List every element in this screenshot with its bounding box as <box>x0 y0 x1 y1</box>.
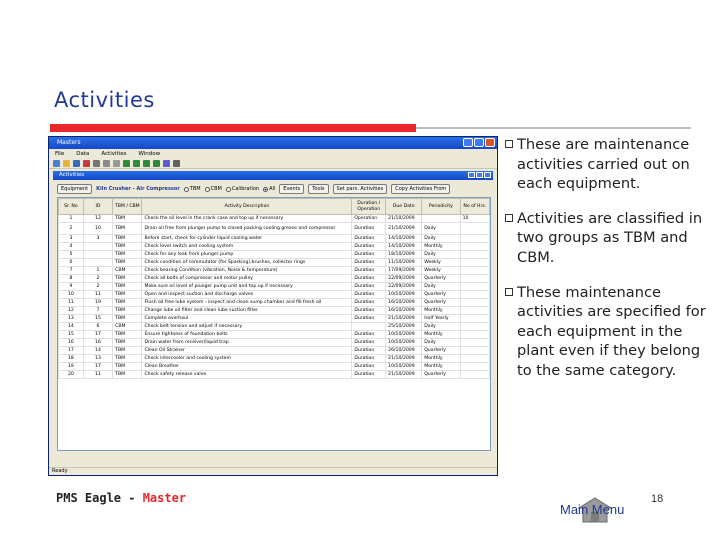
table-cell: 21/10/2009 <box>386 223 422 235</box>
table-cell: 19 <box>83 299 112 307</box>
bullet-item <box>505 209 715 268</box>
minimize-icon[interactable] <box>463 138 473 147</box>
table-cell: 4 <box>59 243 84 251</box>
radio-indicator <box>263 187 268 192</box>
delete-icon[interactable] <box>83 160 90 167</box>
table-cell: 6 <box>83 323 112 331</box>
table-cell: 8 <box>59 275 84 283</box>
paste-icon[interactable] <box>113 160 120 167</box>
table-cell: 11 <box>83 291 112 299</box>
table-cell: 21/10/2009 <box>386 215 422 223</box>
table-row[interactable] <box>59 215 490 223</box>
page-number: 18 <box>651 493 664 505</box>
table-cell: 10 <box>83 223 112 235</box>
table-cell: 1 <box>59 215 84 223</box>
table-cell: 14/10/2009 <box>386 235 422 243</box>
radio-all[interactable] <box>263 186 275 192</box>
radio-indicator <box>205 187 210 192</box>
table-cell <box>83 243 112 251</box>
table-cell: 10/10/2009 <box>386 331 422 339</box>
table-cell: Drain water from receiver/liquid trap <box>142 339 352 347</box>
col-header[interactable]: Activity Description <box>142 199 352 215</box>
slide-title: Activities <box>54 88 155 112</box>
table-cell <box>460 283 489 291</box>
table-cell: 5 <box>59 251 84 259</box>
table-cell: Duration <box>352 243 386 251</box>
table-cell: Open and inspect suction and discharge valves <box>142 291 352 299</box>
table-cell: 17/09/2009 <box>386 267 422 275</box>
table-cell: Ensure tightness of foundation bolts <box>142 331 352 339</box>
table-cell <box>460 243 489 251</box>
table-row[interactable] <box>59 331 490 339</box>
table-cell: Check for any leak from plunger pump <box>142 251 352 259</box>
table-cell: TBM <box>113 339 142 347</box>
bullet-text: These are maintenance activities carried out on each equipment. <box>517 136 690 193</box>
child-window-title: Activities <box>59 172 85 178</box>
table-cell: Duration <box>352 315 386 323</box>
table-cell: TBM <box>113 371 142 379</box>
col-header[interactable]: No of Hrs. <box>460 199 489 215</box>
equipment-button[interactable]: Equipment <box>57 184 92 194</box>
table-cell: 14 <box>59 323 84 331</box>
table-cell: Change lube oil filter and clean lube suction filter <box>142 307 352 315</box>
table-cell: TBM <box>113 275 142 283</box>
table-cell: TBM <box>113 315 142 323</box>
bullet-square-icon <box>505 140 513 148</box>
table-cell: Check safety release valve <box>142 371 352 379</box>
table-row[interactable] <box>59 223 490 235</box>
cut-icon[interactable] <box>93 160 100 167</box>
radio-label: CBM <box>210 186 222 192</box>
menu-window[interactable]: Window <box>138 151 161 157</box>
table-cell: 16 <box>83 339 112 347</box>
table-cell: Duration <box>352 371 386 379</box>
table-cell: 17 <box>59 347 84 355</box>
table-cell: 11 <box>59 299 84 307</box>
table-cell: 14/10/2009 <box>386 243 422 251</box>
table-cell <box>422 215 460 223</box>
table-cell <box>460 347 489 355</box>
events-button[interactable]: Events <box>279 184 304 194</box>
table-cell: 13 <box>59 315 84 323</box>
table-cell: Duration <box>352 355 386 363</box>
table-cell <box>460 251 489 259</box>
table-cell: Daily <box>422 235 460 243</box>
table-cell: 13 <box>83 355 112 363</box>
open-icon[interactable] <box>63 160 70 167</box>
bullet-text: These maintenance activities are specified for each equipment in the plant even if they belong to the same category. <box>517 283 706 379</box>
table-cell: Quarterly <box>422 299 460 307</box>
window-controls <box>463 138 495 147</box>
table-cell: 20 <box>59 371 84 379</box>
table-cell: Monthly <box>422 331 460 339</box>
table-cell <box>460 235 489 243</box>
table-cell: 19 <box>59 363 84 371</box>
table-cell: 25/10/2009 <box>386 323 422 331</box>
table-cell <box>460 223 489 235</box>
table-cell: TBM <box>113 291 142 299</box>
table-cell: TBM <box>113 363 142 371</box>
table-cell: Duration <box>352 235 386 243</box>
table-row[interactable] <box>59 363 490 371</box>
table-row[interactable] <box>59 307 490 315</box>
table-cell: TBM <box>113 299 142 307</box>
table-cell: TBM <box>113 259 142 267</box>
table-cell: 17 <box>83 363 112 371</box>
table-cell: 3 <box>59 235 84 243</box>
table-cell: 6 <box>59 259 84 267</box>
table-row[interactable] <box>59 299 490 307</box>
table-cell: Daily <box>422 223 460 235</box>
bullet-item <box>505 283 715 381</box>
col-header[interactable]: Duration / Operation <box>352 199 386 215</box>
main-menu-label: Main Menu <box>560 502 625 517</box>
table-cell: 12 <box>83 215 112 223</box>
table-cell: Weekly <box>422 267 460 275</box>
footer-brand <box>56 491 186 505</box>
table-row[interactable] <box>59 315 490 323</box>
table-cell: 10/10/2009 <box>386 339 422 347</box>
table-cell: 11 <box>83 371 112 379</box>
table-cell: TBM <box>113 235 142 243</box>
radio-tbm[interactable] <box>184 186 201 192</box>
table-row[interactable] <box>59 267 490 275</box>
activities-grid[interactable] <box>57 197 491 451</box>
bullet-text: Activities are classified in two groups as TBM and CBM. <box>517 209 703 266</box>
table-cell: Monthly <box>422 363 460 371</box>
table-cell: TBM <box>113 283 142 291</box>
table-cell <box>460 259 489 267</box>
radio-cbm[interactable] <box>205 186 222 192</box>
table-cell: 26/10/2009 <box>386 347 422 355</box>
table-cell <box>460 275 489 283</box>
table-cell: 16/10/2009 <box>386 299 422 307</box>
table-row[interactable] <box>59 371 490 379</box>
table-cell: 15 <box>59 331 84 339</box>
table-cell: Check level switch and cooling system <box>142 243 352 251</box>
table-cell: TBM <box>113 307 142 315</box>
table-cell: Check the oil level in the crank case and top up if necessary <box>142 215 352 223</box>
exit-icon[interactable] <box>173 160 180 167</box>
table-cell: 22/09/2009 <box>386 283 422 291</box>
table-cell: Check bearing Condition (vibration, Noise & temperature) <box>142 267 352 275</box>
status-bar: Ready <box>49 467 497 475</box>
table-cell: 12 <box>59 307 84 315</box>
table-cell: Daily <box>422 251 460 259</box>
table-cell: 21/10/2009 <box>386 371 422 379</box>
table-cell: 10 <box>460 215 489 223</box>
radio-label: TBM <box>189 186 201 192</box>
table-cell: 11/10/2009 <box>386 259 422 267</box>
title-accent-bar <box>50 124 416 132</box>
table-cell: Duration <box>352 347 386 355</box>
col-header[interactable]: Due Date <box>386 199 422 215</box>
table-cell: TBM <box>113 215 142 223</box>
table-cell: Monthly <box>422 243 460 251</box>
table-cell: 17 <box>83 331 112 339</box>
table-cell: 2 <box>59 223 84 235</box>
window-titlebar[interactable] <box>49 137 497 149</box>
table-cell: Make sure oil level of plunger pump unit and top up if necessary <box>142 283 352 291</box>
help-icon[interactable] <box>163 160 170 167</box>
menu-bar <box>49 149 497 159</box>
menu-activities[interactable]: Activities <box>101 151 127 157</box>
table-cell <box>83 251 112 259</box>
menu-file[interactable]: File <box>55 151 65 157</box>
table-cell: Clean Oil Strainer <box>142 347 352 355</box>
table-cell: 1 <box>83 267 112 275</box>
table-cell: Duration <box>352 299 386 307</box>
table-cell: Daily <box>422 323 460 331</box>
table-cell: Duration <box>352 331 386 339</box>
table-cell: Duration <box>352 363 386 371</box>
bullet-square-icon <box>505 214 513 222</box>
copy-icon[interactable] <box>103 160 110 167</box>
child-close-icon[interactable] <box>484 172 491 178</box>
table-cell: Quarterly <box>422 291 460 299</box>
filter-row <box>49 180 497 197</box>
radio-label: Calibration <box>231 186 260 192</box>
table-cell <box>460 267 489 275</box>
table-cell: TBM <box>113 331 142 339</box>
table-cell <box>460 371 489 379</box>
table-row[interactable] <box>59 259 490 267</box>
table-cell: CBM <box>113 267 142 275</box>
last-icon[interactable] <box>153 160 160 167</box>
table-cell: TBM <box>113 347 142 355</box>
table-cell <box>460 331 489 339</box>
child-window-controls <box>468 172 491 178</box>
set-activities-button[interactable]: Set pars. Activities <box>333 184 388 194</box>
first-icon[interactable] <box>123 160 130 167</box>
table-cell: Duration <box>352 223 386 235</box>
table-cell <box>460 307 489 315</box>
table-cell: Duration <box>352 251 386 259</box>
table-cell: Quarterly <box>422 347 460 355</box>
table-row[interactable] <box>59 235 490 243</box>
table-cell: 21/10/2009 <box>386 355 422 363</box>
col-header[interactable]: TBM / CBM <box>113 199 142 215</box>
table-row[interactable] <box>59 323 490 331</box>
table-cell: TBM <box>113 223 142 235</box>
table-row[interactable] <box>59 291 490 299</box>
table-cell: Quarterly <box>422 275 460 283</box>
table-cell: Duration <box>352 291 386 299</box>
table-cell <box>460 363 489 371</box>
table-cell: Monthly <box>422 355 460 363</box>
table-cell: 16 <box>59 339 84 347</box>
table-row[interactable] <box>59 339 490 347</box>
grid-body <box>59 215 490 379</box>
table-cell: 18 <box>59 355 84 363</box>
table-cell: Drain oil free from plunger pump to closed packing cooling grease and compressor <box>142 223 352 235</box>
new-icon[interactable] <box>53 160 60 167</box>
maximize-icon[interactable] <box>474 138 484 147</box>
col-header[interactable]: ID <box>83 199 112 215</box>
table-cell: 10/10/2009 <box>386 291 422 299</box>
table-cell: 2 <box>83 283 112 291</box>
footer-brand-accent: Master <box>142 491 187 505</box>
toolbar <box>49 159 497 169</box>
col-header[interactable]: Periodicity <box>422 199 460 215</box>
app-window <box>48 136 498 476</box>
table-cell: Monthly <box>422 307 460 315</box>
radio-indicator <box>184 187 189 192</box>
table-cell: CBM <box>113 323 142 331</box>
grid-header-row <box>59 199 490 215</box>
table-cell: 16/10/2009 <box>386 307 422 315</box>
table-cell: 9 <box>59 283 84 291</box>
table-cell: 15 <box>83 315 112 323</box>
table-row[interactable] <box>59 243 490 251</box>
table-row[interactable] <box>59 355 490 363</box>
table-cell <box>83 259 112 267</box>
table-row[interactable] <box>59 275 490 283</box>
table-cell: Before start, check for cylinder liquid cooling water <box>142 235 352 243</box>
table-cell: Half Yearly <box>422 315 460 323</box>
prev-icon[interactable] <box>133 160 140 167</box>
table-cell: 2 <box>83 275 112 283</box>
table-cell: TBM <box>113 243 142 251</box>
table-cell <box>460 355 489 363</box>
table-row[interactable] <box>59 347 490 355</box>
table-cell: 21/10/2009 <box>386 315 422 323</box>
bullet-square-icon <box>505 288 513 296</box>
table-cell: Check all bolts of compressor and motor pulley <box>142 275 352 283</box>
footer-brand-name: PMS Eagle - <box>56 491 143 505</box>
table-cell: 18/10/2009 <box>386 251 422 259</box>
radio-label: All <box>269 186 276 192</box>
table-cell <box>460 291 489 299</box>
table-cell: Daily <box>422 339 460 347</box>
bullet-item <box>505 135 715 194</box>
table-cell: Duration <box>352 307 386 315</box>
copy-activities-button[interactable]: Copy Activities From <box>391 184 450 194</box>
window-title: Masters <box>57 139 81 146</box>
table-cell: Quarterly <box>422 371 460 379</box>
table-cell: 7 <box>83 307 112 315</box>
bullet-list <box>505 135 715 396</box>
tools-button[interactable]: Tools <box>308 184 328 194</box>
table-cell <box>460 315 489 323</box>
table-cell: Duration <box>352 267 386 275</box>
radio-calibration[interactable] <box>226 186 259 192</box>
table-cell: 3 <box>83 235 112 243</box>
child-minimize-icon[interactable] <box>468 172 475 178</box>
table-cell <box>460 339 489 347</box>
table-row[interactable] <box>59 283 490 291</box>
table-cell: TBM <box>113 251 142 259</box>
table-cell: 7 <box>59 267 84 275</box>
save-icon[interactable] <box>73 160 80 167</box>
table-cell: 10 <box>59 291 84 299</box>
table-cell: TBM <box>113 355 142 363</box>
table-row[interactable] <box>59 251 490 259</box>
table-cell: Duration <box>352 275 386 283</box>
table-cell <box>352 323 386 331</box>
col-header[interactable]: Sr. No <box>59 199 84 215</box>
table-cell: Duration <box>352 259 386 267</box>
table-cell: Duration <box>352 339 386 347</box>
table-cell: 10/10/2009 <box>386 363 422 371</box>
table-cell: Check belt tension and adjust if necessary <box>142 323 352 331</box>
table-cell: Weekly <box>422 259 460 267</box>
close-icon[interactable] <box>485 138 495 147</box>
table-cell: Duration <box>352 283 386 291</box>
menu-data[interactable]: Data <box>76 151 90 157</box>
table-cell: Complete overhaul <box>142 315 352 323</box>
table-cell: Check condition of commutator (for Sparking),brushes, collector rings <box>142 259 352 267</box>
table-cell: 22/09/2009 <box>386 275 422 283</box>
table-cell: 14 <box>83 347 112 355</box>
table-cell <box>460 299 489 307</box>
selected-equipment-label: Kiln Crusher - Air Compressor <box>96 186 180 192</box>
table-cell: Daily <box>422 283 460 291</box>
table-cell: Clean Breather <box>142 363 352 371</box>
radio-indicator <box>226 187 231 192</box>
table-cell: Check intercooler and cooling system <box>142 355 352 363</box>
title-divider <box>416 127 691 129</box>
child-window-titlebar[interactable] <box>53 171 493 180</box>
table-cell: Flush oil free lube system - inspect and clean sump chamber and fill fresh oil <box>142 299 352 307</box>
child-maximize-icon[interactable] <box>476 172 483 178</box>
table-cell: Operation <box>352 215 386 223</box>
table-cell <box>460 323 489 331</box>
main-menu-button[interactable] <box>556 497 636 525</box>
next-icon[interactable] <box>143 160 150 167</box>
